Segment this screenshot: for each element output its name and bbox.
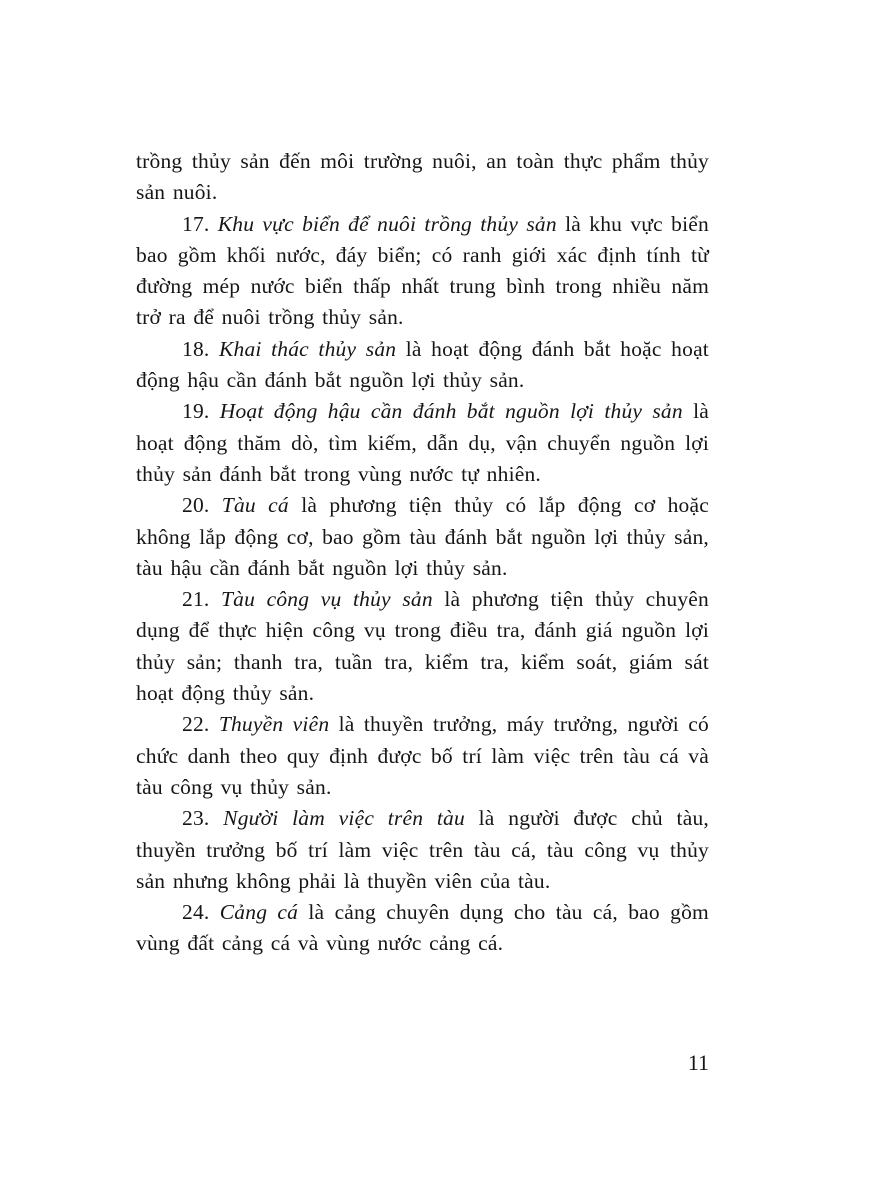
paragraph-continuation bbox=[136, 146, 709, 209]
paragraph-text: là khu vực biển bao gồm khối nước, đáy biển; có ranh giới xác định tính từ đường mép nước biển thấp nhất trung bình trong nhiều năm trở ra để nuôi trồng thủy sản. bbox=[136, 211, 709, 330]
paragraph-text: 18. bbox=[182, 336, 219, 361]
body-text-block bbox=[136, 146, 709, 960]
paragraph-text: là cảng chuyên dụng cho tàu cá, bao gồm vùng đất cảng cá và vùng nước cảng cá. bbox=[136, 900, 709, 956]
defined-term: Hoạt động hậu cần đánh bắt nguồn lợi thủy sản bbox=[219, 399, 683, 424]
defined-term: Người làm việc trên tàu bbox=[223, 806, 465, 831]
paragraph-text: 20. bbox=[182, 493, 222, 518]
paragraph-item-22 bbox=[136, 709, 709, 803]
paragraph-item-24 bbox=[136, 897, 709, 960]
defined-term: Tàu cá bbox=[221, 493, 289, 518]
paragraph-item-23 bbox=[136, 803, 709, 897]
paragraph-item-17 bbox=[136, 209, 709, 334]
paragraph-text: trồng thủy sản đến môi trường nuôi, an toàn thực phẩm thủy sản nuôi. bbox=[136, 149, 709, 205]
paragraph-item-20 bbox=[136, 490, 709, 584]
paragraph-item-21 bbox=[136, 584, 709, 709]
page-number: 11 bbox=[687, 1050, 709, 1075]
paragraph-text: là thuyền trưởng, máy trưởng, người có chức danh theo quy định được bố trí làm việc trên tàu cá và tàu công vụ thủy sản. bbox=[136, 712, 709, 799]
paragraph-text: là người được chủ tàu, thuyền trưởng bố trí làm việc trên tàu cá, tàu công vụ thủy sản nhưng không phải là thuyền viên của tàu. bbox=[136, 806, 709, 893]
paragraph-text: là phương tiện thủy chuyên dụng để thực hiện công vụ trong điều tra, đánh giá nguồn lợi thủy sản; thanh tra, tuần tra, kiểm tra, kiểm soát, giám sát hoạt động thủy sản. bbox=[136, 587, 709, 706]
paragraph-text: là hoạt động thăm dò, tìm kiếm, dẫn dụ, vận chuyển nguồn lợi thủy sản đánh bắt trong vùng nước tự nhiên. bbox=[136, 399, 709, 486]
paragraph-item-18 bbox=[136, 334, 709, 397]
defined-term: Tàu công vụ thủy sản bbox=[221, 587, 433, 612]
paragraph-text: 24. bbox=[182, 900, 220, 925]
paragraph-text: 19. bbox=[182, 399, 220, 424]
paragraph-text: 22. bbox=[182, 712, 219, 737]
paragraph-item-19 bbox=[136, 396, 709, 490]
defined-term: Cảng cá bbox=[219, 900, 299, 925]
defined-term: Khu vực biển để nuôi trồng thủy sản bbox=[217, 211, 557, 236]
defined-term: Khai thác thủy sản bbox=[218, 336, 397, 361]
paragraph-text: là hoạt động đánh bắt hoặc hoạt động hậu cần đánh bắt nguồn lợi thủy sản. bbox=[136, 336, 709, 393]
defined-term: Thuyền viên bbox=[218, 712, 330, 737]
paragraph-text: 21. bbox=[182, 587, 222, 612]
paragraph-text: 17. bbox=[182, 211, 218, 236]
paragraph-text: 23. bbox=[182, 806, 224, 831]
paragraph-text: là phương tiện thủy có lắp động cơ hoặc không lắp động cơ, bao gồm tàu đánh bắt nguồn lợi thủy sản, tàu hậu cần đánh bắt nguồn lợi thủy sản. bbox=[136, 493, 709, 580]
